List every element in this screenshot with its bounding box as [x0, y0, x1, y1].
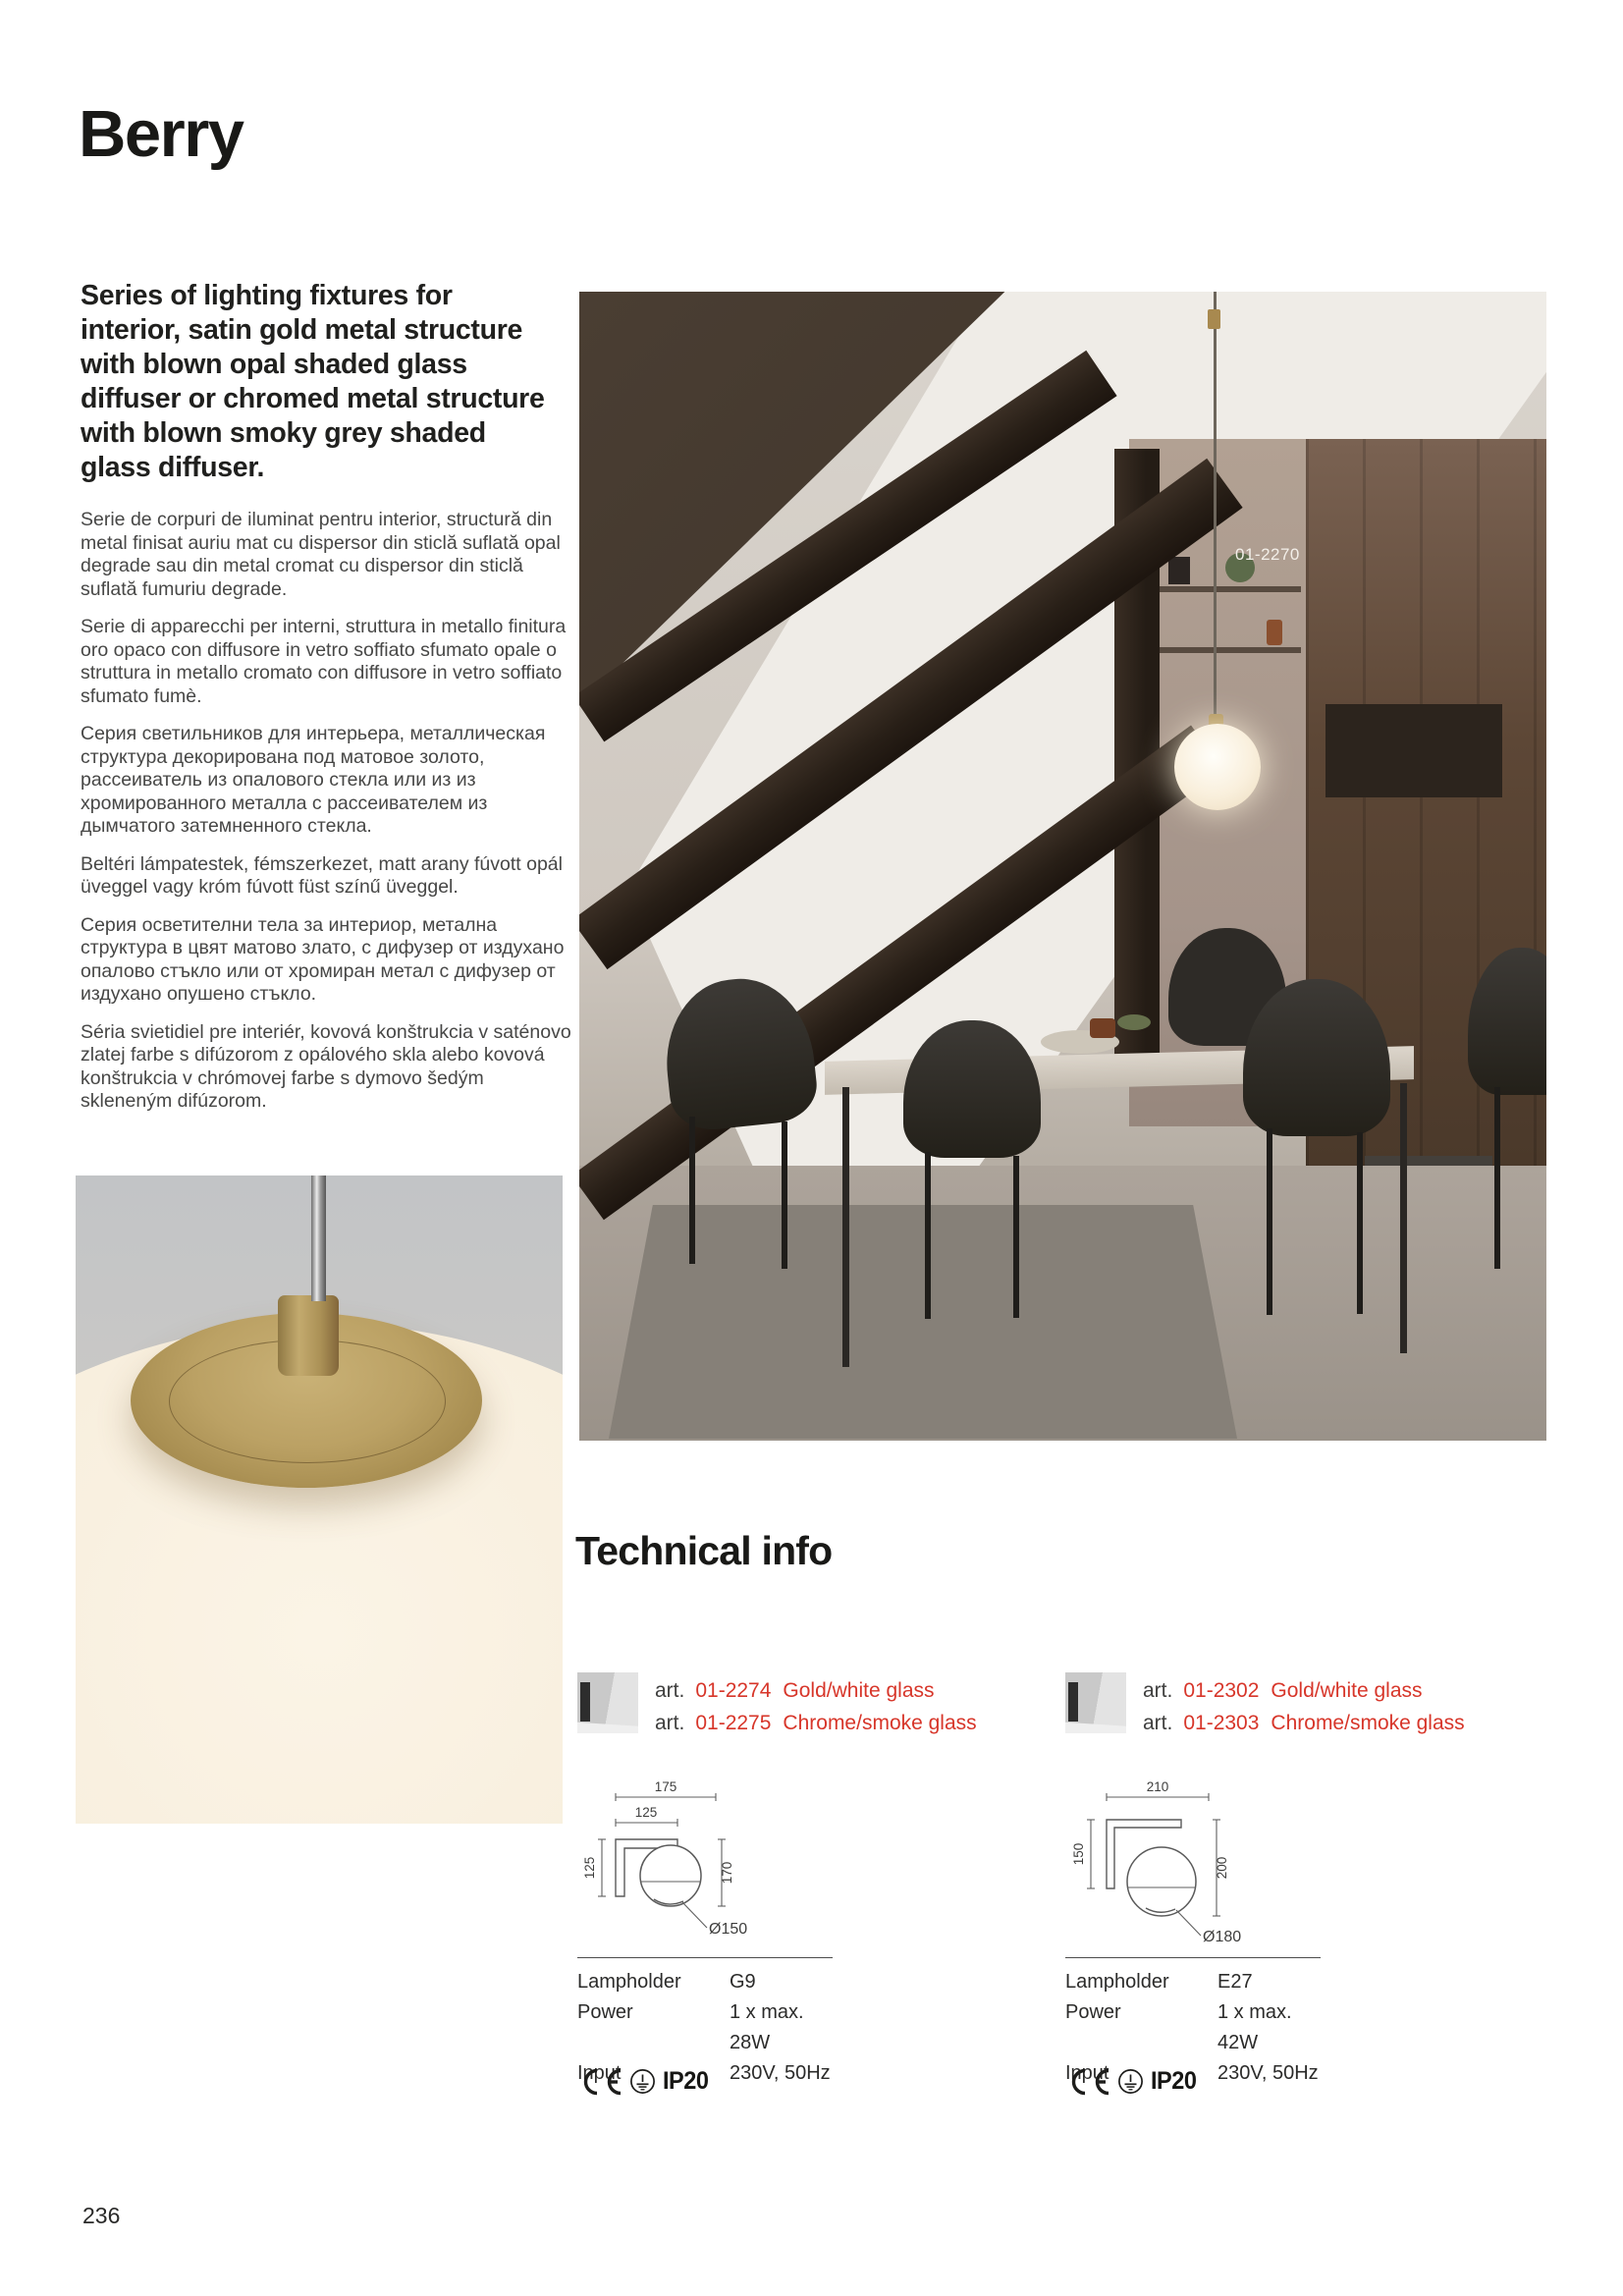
- dim-diameter: Ø150: [709, 1921, 748, 1938]
- spec-value: E27: [1217, 1971, 1253, 1993]
- article-block: [577, 1672, 1039, 1739]
- certification-row: [1065, 2067, 1199, 2096]
- chair-leg: [782, 1121, 787, 1269]
- article-code: 01-2275: [695, 1712, 772, 1734]
- ce-mark-icon: [577, 2068, 622, 2096]
- wall-mount-icon: [1065, 1672, 1126, 1733]
- description-ro: Serie de corpuri de iluminat pentru interior, structură din metal finisat auriu mat cu dispersor din sticlă suflată opal degrade sau din metal cromat cu dispersor din sticlă suflată fumuriu degrade.: [81, 509, 561, 600]
- description-hu: Beltéri lámpatestek, fémszerkezet, matt arany fúvott opál üveggel vagy króm fúvott füst színű üveggel.: [81, 852, 563, 898]
- dimension-drawing-g9: [583, 1780, 755, 1944]
- protection-class-icon: [1117, 2068, 1144, 2095]
- spec-value: G9: [730, 1971, 756, 1993]
- dim-inner-width: 125: [634, 1805, 658, 1820]
- icon-fixture: [1068, 1682, 1078, 1722]
- table-greens: [1117, 1014, 1151, 1030]
- spec-label: Power: [577, 2001, 633, 2023]
- spec-label: Input: [577, 2062, 622, 2084]
- pendant-canopy: [1208, 309, 1220, 329]
- wall-shelf: [1144, 647, 1301, 653]
- article-row: [655, 1707, 977, 1739]
- description-it: Serie di apparecchi per interni, struttura in metallo finitura oro opaco con diffusore in vetro soffiato sfumato opale o struttura in metallo cromato con diffusore in vetro soffiato sfumato fumè.: [81, 616, 567, 707]
- series-description-translations: [81, 509, 573, 1128]
- spec-label: Power: [1065, 2001, 1121, 2023]
- spec-value: 230V, 50Hz: [1217, 2062, 1319, 2084]
- spec-row: [577, 1967, 833, 1997]
- article-block: [1065, 1672, 1527, 1739]
- description-ru: Серия светильников для интерьера, металлическая структура декорирована под матовое золото, рассеиватель из опалового стекла или из из хромированного металла с рассеивателем из дымчатого затемненного стекла.: [81, 723, 546, 837]
- chair-leg: [1494, 1087, 1500, 1269]
- article-prefix: art.: [655, 1712, 685, 1734]
- dim-diameter: Ø180: [1203, 1929, 1242, 1945]
- article-prefix: art.: [655, 1679, 685, 1702]
- table-leg: [1400, 1083, 1407, 1353]
- decor-vase: [1267, 620, 1282, 645]
- icon-fixture: [580, 1682, 590, 1722]
- article-finish: Gold/white glass: [783, 1679, 935, 1702]
- article-finish: Chrome/smoke glass: [1271, 1712, 1465, 1734]
- pendant-glass-globe: [1174, 724, 1261, 810]
- product-variant-g9: [577, 1672, 1039, 2134]
- kitchen-niche: [1325, 704, 1502, 797]
- wall-mount-icon: [577, 1672, 638, 1733]
- dim-left-height: 150: [1071, 1842, 1086, 1866]
- article-finish: Chrome/smoke glass: [783, 1712, 977, 1734]
- spec-row: [577, 1997, 833, 2058]
- certification-row: [577, 2067, 711, 2096]
- spec-label: Input: [1065, 2062, 1109, 2084]
- description-sk: Séria svietidiel pre interiér, kovová konštrukcia v saténovo zlatej farbe s difúzorom z opálového skla alebo kovová konštrukcia v chrómovej farbe s dymovo šedým skleneným difúzorom.: [81, 1020, 571, 1112]
- product-code-label: 01-2270: [1235, 545, 1300, 564]
- spec-label: Lampholder: [1065, 1971, 1169, 1993]
- article-code: 01-2302: [1183, 1679, 1260, 1702]
- chair-leg: [925, 1152, 931, 1319]
- dim-top-width: 175: [654, 1780, 677, 1794]
- dim-left-height: 125: [583, 1856, 597, 1880]
- dimension-drawing-e27: [1071, 1780, 1250, 1952]
- product-detail-photo: [76, 1175, 563, 1824]
- chair-leg: [1013, 1156, 1019, 1318]
- chair-leg: [689, 1117, 695, 1264]
- chair-leg: [1357, 1132, 1363, 1314]
- article-prefix: art.: [1143, 1679, 1173, 1702]
- article-row: [1143, 1707, 1465, 1739]
- dim-right-height: 200: [1215, 1856, 1229, 1880]
- series-description-lead: Series of lighting fixtures for interior, satin gold metal structure with blown opal shaded glass diffuser or chromed metal structure with blown smoky grey shaded glass diffuser.: [81, 280, 545, 483]
- spec-value: 1 x max. 42W: [1217, 2001, 1292, 2053]
- description-bg: Серия осветителни тела за интериор, метална структура в цвят матово злато, с дифузер от издухано опалово стъкло или от хромиран метал с дифузер от издухано опушено стъкло.: [81, 913, 565, 1005]
- ip-rating-label: IP20: [1151, 2067, 1197, 2095]
- table-leg: [842, 1087, 849, 1367]
- chair-leg: [1267, 1128, 1272, 1315]
- spec-value: 230V, 50Hz: [730, 2062, 831, 2084]
- article-prefix: art.: [1143, 1712, 1173, 1734]
- article-code: 01-2274: [695, 1679, 772, 1702]
- article-finish: Gold/white glass: [1271, 1679, 1423, 1702]
- ip-rating-label: IP20: [663, 2067, 709, 2095]
- product-variant-e27: [1065, 1672, 1527, 2134]
- spec-row: [1065, 1967, 1321, 1997]
- lifestyle-photo: [579, 292, 1546, 1441]
- page-number: 236: [82, 2203, 121, 2228]
- decor-pot: [1168, 557, 1190, 584]
- spec-value: 1 x max. 28W: [730, 2001, 804, 2053]
- article-code: 01-2303: [1183, 1712, 1260, 1734]
- ce-mark-icon: [1065, 2068, 1110, 2096]
- technical-info-heading: Technical info: [575, 1528, 833, 1573]
- chrome-rod: [311, 1175, 326, 1301]
- table-pot: [1090, 1018, 1115, 1038]
- rug: [609, 1205, 1237, 1439]
- wall-shelf: [1144, 586, 1301, 592]
- gold-hub: [278, 1295, 339, 1376]
- spec-row: [1065, 1997, 1321, 2058]
- protection-class-icon: [629, 2068, 656, 2095]
- dim-top-width: 210: [1146, 1780, 1169, 1794]
- spec-label: Lampholder: [577, 1971, 681, 1993]
- article-row: [1143, 1674, 1465, 1707]
- pendant-cord: [1214, 292, 1217, 730]
- article-row: [655, 1674, 977, 1707]
- page-title: Berry: [79, 97, 243, 171]
- dim-right-height: 170: [720, 1861, 734, 1885]
